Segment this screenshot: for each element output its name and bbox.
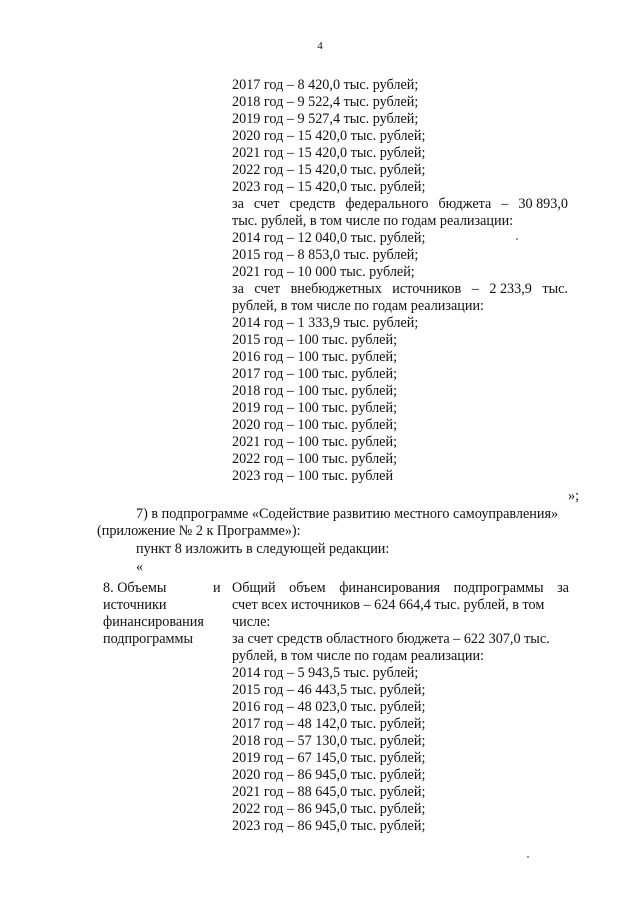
table-label: финансирования bbox=[103, 614, 204, 630]
table-label: 8. Объемы bbox=[103, 580, 167, 596]
federal-budget-line-2: тыс. рублей, в том числе по годам реализации: bbox=[232, 213, 514, 229]
year-line: 2018 год – 9 522,4 тыс. рублей; bbox=[232, 94, 419, 110]
year-line: 2018 год – 100 тыс. рублей; bbox=[232, 383, 398, 399]
year-line: 2021 год – 88 645,0 тыс. рублей; bbox=[232, 784, 426, 800]
table-label: источники bbox=[103, 597, 167, 613]
year-line: 2014 год – 12 040,0 тыс. рублей; bbox=[232, 230, 426, 246]
item-7-line-2: (приложение № 2 к Программе»): bbox=[97, 523, 301, 539]
year-line: 2016 год – 100 тыс. рублей; bbox=[232, 349, 398, 365]
year-line: 2022 год – 86 945,0 тыс. рублей; bbox=[232, 801, 426, 817]
scan-speck bbox=[527, 856, 529, 858]
year-line: 2014 год – 1 333,9 тыс. рублей; bbox=[232, 315, 419, 331]
year-line: 2021 год – 10 000 тыс. рублей; bbox=[232, 264, 415, 280]
year-line: 2016 год – 48 023,0 тыс. рублей; bbox=[232, 699, 426, 715]
year-line: 2022 год – 100 тыс. рублей; bbox=[232, 451, 398, 467]
year-line: 2015 год – 100 тыс. рублей; bbox=[232, 332, 398, 348]
regional-budget-line: за счет средств областного бюджета – 622 307,0 тыс. bbox=[232, 631, 550, 647]
closing-quote: »; bbox=[568, 488, 580, 504]
year-line: 2021 год – 15 420,0 тыс. рублей; bbox=[232, 145, 426, 161]
year-line: 2015 год – 46 443,5 тыс. рублей; bbox=[232, 682, 426, 698]
page-number: 4 bbox=[317, 40, 323, 52]
extrabudgetary-line-2: рублей, в том числе по годам реализации: bbox=[232, 298, 484, 314]
total-funding-line: Общий объем финансирования подпрограммы за bbox=[232, 580, 569, 596]
year-line: 2017 год – 8 420,0 тыс. рублей; bbox=[232, 77, 419, 93]
year-line: 2021 год – 100 тыс. рублей; bbox=[232, 434, 398, 450]
year-line: 2017 год – 100 тыс. рублей; bbox=[232, 366, 398, 382]
table-label: подпрограммы bbox=[103, 631, 193, 647]
year-line: 2022 год – 15 420,0 тыс. рублей; bbox=[232, 162, 426, 178]
year-line: 2015 год – 8 853,0 тыс. рублей; bbox=[232, 247, 419, 263]
year-line: 2014 год – 5 943,5 тыс. рублей; bbox=[232, 665, 419, 681]
year-line: 2020 год – 86 945,0 тыс. рублей; bbox=[232, 767, 426, 783]
year-line: 2020 год – 15 420,0 тыс. рублей; bbox=[232, 128, 426, 144]
year-line: 2020 год – 100 тыс. рублей; bbox=[232, 417, 398, 433]
year-line: 2018 год – 57 130,0 тыс. рублей; bbox=[232, 733, 426, 749]
item-7-line-1: 7) в подпрограмме «Содействие развитию местного самоуправления» bbox=[136, 506, 559, 522]
year-line: 2019 год – 9 527,4 тыс. рублей; bbox=[232, 111, 419, 127]
year-line: 2023 год – 100 тыс. рублей bbox=[232, 468, 394, 484]
federal-budget-line: за счет средств федерального бюджета – 30 893,0 bbox=[232, 196, 568, 212]
year-line: 2017 год – 48 142,0 тыс. рублей; bbox=[232, 716, 426, 732]
extrabudgetary-line: за счет внебюджетных источников – 2 233,9 тыс. bbox=[232, 281, 568, 297]
table-label-and: и bbox=[213, 580, 221, 596]
regional-budget-line-2: рублей, в том числе по годам реализации: bbox=[232, 648, 484, 664]
total-funding-line-2: счет всех источников – 624 664,4 тыс. рублей, в том bbox=[232, 597, 545, 613]
item-7-line-3: пункт 8 изложить в следующей редакции: bbox=[136, 541, 390, 557]
year-line: 2019 год – 67 145,0 тыс. рублей; bbox=[232, 750, 426, 766]
year-line: 2019 год – 100 тыс. рублей; bbox=[232, 400, 398, 416]
scan-speck bbox=[516, 238, 518, 240]
year-line: 2023 год – 86 945,0 тыс. рублей; bbox=[232, 818, 426, 834]
opening-quote: « bbox=[136, 559, 144, 575]
total-funding-line-3: числе: bbox=[232, 614, 271, 630]
year-line: 2023 год – 15 420,0 тыс. рублей; bbox=[232, 179, 426, 195]
